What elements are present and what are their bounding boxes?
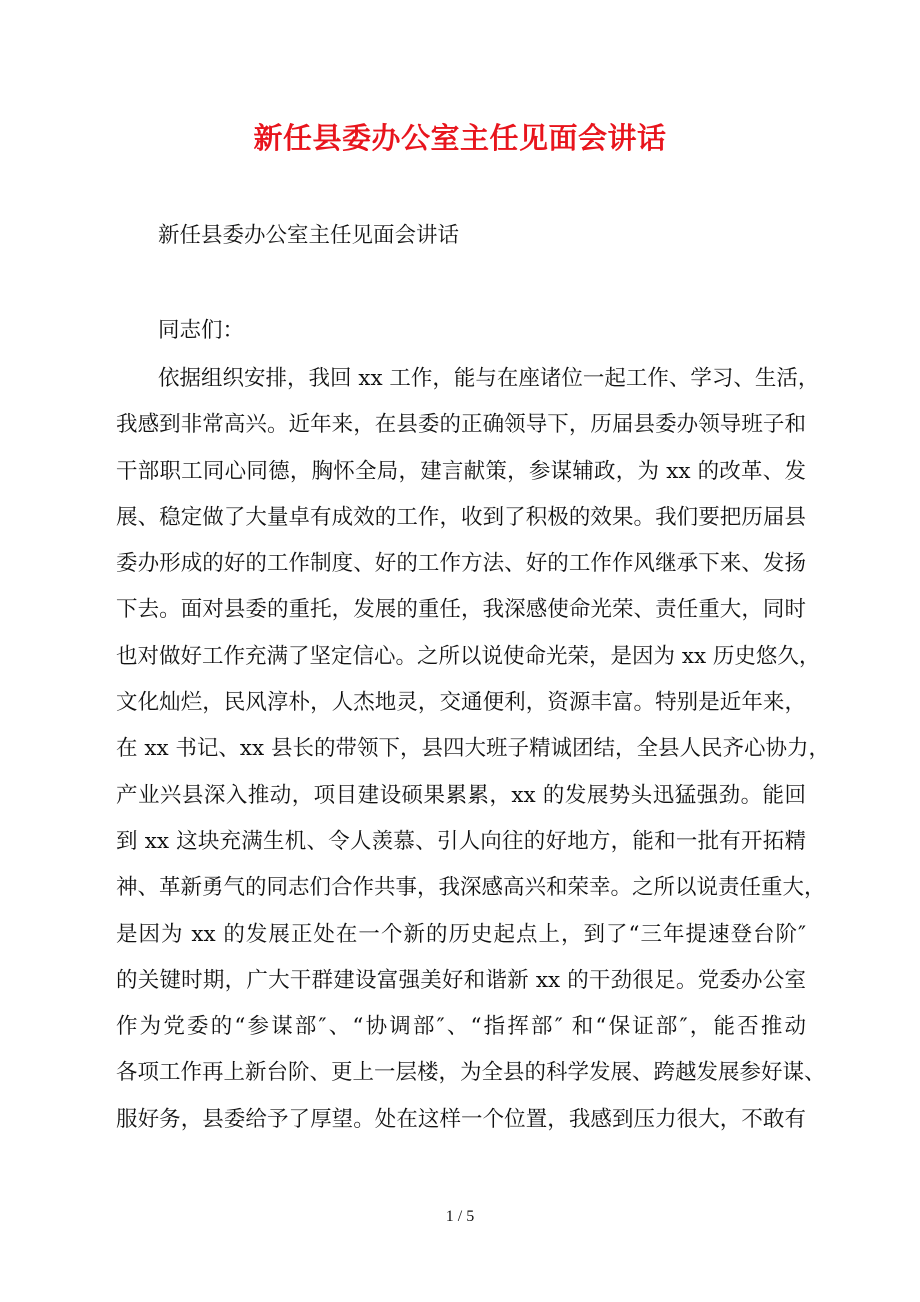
document-title: 新任县委办公室主任见面会讲话 [253, 121, 667, 155]
body-line: 展、稳定做了大量卓有成效的工作，收到了积极的效果。我们要把历届县 [116, 504, 806, 530]
body-line: 作为党委的“参谋部″、“协调部″、“指挥部″ 和“保证部″，能否推动 [116, 1014, 806, 1040]
body-line: 是因为 xx 的发展正处在一个新的历史起点上，到了“三年提速登台阶″ [116, 921, 806, 947]
body-line: 下去。面对县委的重托，发展的重任，我深感使命光荣、责任重大，同时 [116, 597, 806, 623]
body-line: 服好务，县委给予了厚望。处在这样一个位置，我感到压力很大，不敢有 [116, 1106, 806, 1132]
body-line: 文化灿烂，民风淳朴，人杰地灵，交通便利，资源丰富。特别是近年来， [116, 690, 806, 716]
body-line: 我感到非常高兴。近年来，在县委的正确领导下，历届县委办领导班子和 [116, 412, 806, 438]
body-line: 委办形成的好的工作制度、好的工作方法、好的工作作风继承下来、发扬 [116, 551, 806, 577]
body-line: 也对做好工作充满了坚定信心。之所以说使命光荣，是因为 xx 历史悠久， [116, 643, 821, 669]
body-line: 产业兴县深入推动，项目建设硕果累累，xx 的发展势头迅猛强劲。能回 [116, 782, 806, 808]
page-number: 1 / 5 [445, 1208, 475, 1225]
body-paragraph [116, 363, 831, 1150]
body-line: 到 xx 这块充满生机、令人羡慕、引人向往的好地方，能和一批有开拓精 [116, 828, 806, 854]
document-subtitle: 新任县委办公室主任见面会讲话 [158, 223, 460, 248]
body-line: 依据组织安排，我回 xx 工作，能与在座诸位一起工作、学习、生活， [158, 366, 820, 391]
body-line: 在 xx 书记、xx 县长的带领下，县四大班子精诚团结，全县人民齐心协力， [116, 736, 831, 762]
greeting: 同志们： [158, 318, 245, 343]
body-line: 的关键时期，广大干群建设富强美好和谐新 xx 的干劲很足。党委办公室 [116, 967, 806, 993]
body-line: 神、革新勇气的同志们合作共事，我深感高兴和荣幸。之所以说责任重大， [116, 875, 826, 901]
body-line: 各项工作再上新台阶、更上一层楼，为全县的科学发展、跨越发展参好谋、 [116, 1060, 826, 1086]
body-line: 干部职工同心同德，胸怀全局，建言献策，参谋辅政，为 xx 的改革、发 [116, 458, 806, 484]
